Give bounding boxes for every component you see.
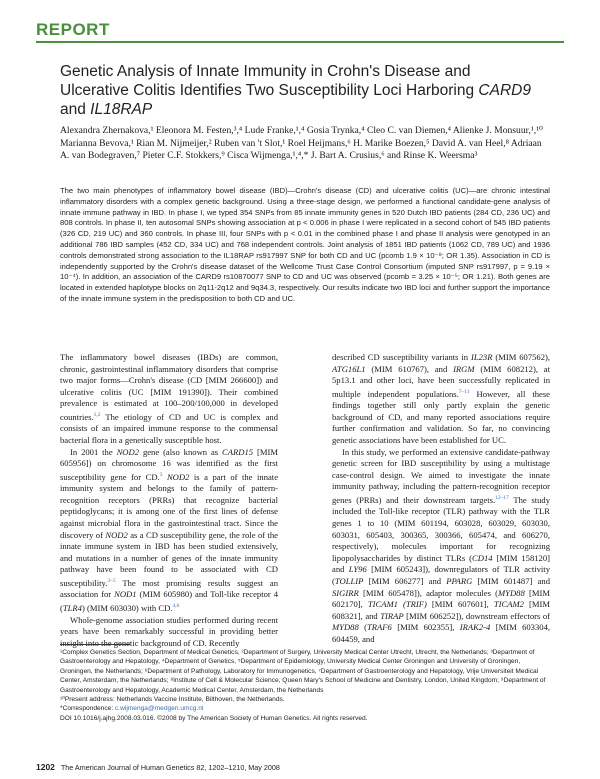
present-address: ¹⁰Present address: Netherlands Vaccine Institute, Bilthoven, the Netherlands. bbox=[60, 696, 285, 704]
article-title: Genetic Analysis of Innate Immunity in Crohn's Disease and Ulcerative Colitis Identifies Two Susceptibility Loci Harboring CARD9 and IL18RAP bbox=[60, 63, 531, 118]
body-column-left bbox=[60, 352, 278, 649]
page-number: 1202 bbox=[36, 762, 55, 772]
paragraph: The inflammatory bowel diseases (IBDs) are common, chronic, gastrointestinal inflammatory disorders that comprise two major forms—Crohn's disease (CD [MIM 266600]) and ulcerative colitis (UC [MIM 191390]). Their combined prevalence is estimated at 100–200/100,000 in developed countries.$^{1,2}$ The etiology of CD and UC is complex and consists of an impaired immune response to the commensal bacterial flora in a genetically susceptible host. bbox=[60, 352, 278, 446]
footnotes bbox=[60, 648, 550, 723]
body-column-right bbox=[332, 352, 550, 646]
section-label: REPORT bbox=[36, 20, 110, 39]
affiliations: ¹Complex Genetics Section, Department of Medical Genetics, ²Department of Surgery, University Medical Center Utrecht, Utrecht, the Netherlands; ³Department of Gastroenterology and Hepatology, ⁴Department of Genetics, ⁵Department of Epidemiology, University Medical Center Groningen and University of Groningen, Groningen, the Netherlands; ⁶Department of Pathology, Laboratory for Immunogenetics, ⁷Department of Gastroenterology and Hepatology, Vrije Universiteit Medical Center, Amsterdam, the Netherlands; ⁸Institute of Cell & Molecular Science, Queen Mary's School of Medicine and Dentistry, London, United Kingdom; ⁹Department of Gastroenterology and Hepatology, Academic Medical Center, Amsterdam, the Netherlands bbox=[60, 649, 546, 694]
footnote-divider bbox=[60, 644, 130, 645]
doi-line: DOI 10.1016/j.ajhg.2008.03.016. ©2008 by The American Society of Human Genetics. All rights reserved. bbox=[60, 714, 368, 722]
paragraph: In this study, we performed an extensive candidate-pathway genetic screen for IBD susceptibility by using a multistage case-control design. We aimed to investigate the innate immunity pathway, including the pattern-recognition receptor genes (PRRs) and their downstream targets.$^{12-17}$ The study included the Toll-like receptor (TLR) pathway with the TLR genes 1 to 10 (MIM 601194, 603028, 603029, 603030, 603031, 605403, 300365, 300366, 605474, and 606270, respectively), molecules important for recognizing lipopolysaccharides by distinct TLRs (CD14 [MIM 158120] and LY96 [MIM 605243]), downregulators of TLR activity (TOLLIP [MIM 606277] and PPARG [MIM 601487] and SIGIRR [MIM 605478]), adaptor molecules (MYD88 [MIM 602170], TICAM1 (TRIF) [MIM 607601], TICAM2 [MIM 608321], and TIRAP [MIM 606252]), downstream effectors of MYD88 (TRAF6 [MIM 602355], IRAK2-4 [MIM 603304, 604459, and bbox=[332, 446, 551, 644]
author-list: Alexandra Zhernakova,¹ Eleonora M. Festen,³,⁴ Lude Franke,¹,⁴ Gosia Trynka,⁴ Cleo C. van Diemen,⁴ Alienke J. Monsuur,¹,¹⁰ Marianna Bevova,¹ Rian M. Nijmeijer,² Ruben van 't Slot,¹ Roel Heijmans,⁶ H. Marike Boezen,⁵ David A. van Heel,⁸ Adriaan A. van Bodegraven,⁷ Pieter C.F. Stokkers,⁹ Cisca Wijmenga,¹,⁴,* J. Bart A. Crusius,⁶ and Rinse K. Weersma³ bbox=[60, 125, 543, 162]
correspondence: *Correspondence: c.wijmenga@medgen.umcg.nl bbox=[60, 705, 204, 713]
paragraph: described CD susceptibility variants in IL23R (MIM 607562), ATG16L1 (MIM 610767), and IRGM (MIM 608212), at 5p13.1 and other loci, have been successfully replicated in multiple independent populations.$^{7-11}$ However, all these findings together still only partly explain the genetic background of CD, and many reported associations require further confirmation and validation. So far, no convincing genetic associations have been established for UC. bbox=[332, 352, 550, 446]
correspondence-email-link[interactable]: c.wijmenga@medgen.umcg.nl bbox=[114, 705, 204, 713]
paragraph: Whole-genome association studies performed during recent years have been remarkably successful in providing better insight into the genetic background of CD. Recently bbox=[60, 614, 278, 648]
abstract: The two main phenotypes of inflammatory bowel disease (IBD)—Crohn's disease (CD) and ulcerative colitis (UC)—are chronic intestinal inflammatory disorders with a complex genetic background. Using a three-stage design, we performed a functional candidate-gene analysis of innate immune pathway in IBD. In phase I, we typed 354 SNPs from 85 innate immunity genes in 520 Dutch IBD patients (284 CD, 236 UC) and 808 controls. In phase II, ten autosomal SNPs showing association at p < 0.006 in phase I were replicated in a second cohort of 545 IBD patients (326 CD, 219 UC) and 360 controls. In phase III, four SNPs with p < 0.01 in the combined phase I and phase II analysis were genotyped in an additional 786 IBD samples (452 CD, 334 UC) and 768 independent controls. Joint analysis of 1851 IBD patients (1062 CD, 789 UC) and 1936 controls demonstrated strong association to the IL18RAP rs917997 SNP for both CD and UC (pcomb 1.9 × 10⁻⁸; OR 1.35). Association in CD is independently supported by the Crohn's disease dataset of the Wellcome Trust Case Control Consortium (imputed SNP rs917997, p = 9.19 × 10⁻⁴). In addition, an association of the CARD9 rs10870077 SNP to CD and UC was observed (pcomb = 3.25 × 10⁻⁵; OR 1.21). Both genes are located in extended haplotype blocks on 2q11-2q12 and 9q34.3, respectively. Our results indicate two IBD loci and further support the importance of the innate immune system in the predisposition to both CD and UC. bbox=[60, 186, 550, 303]
section-divider bbox=[36, 41, 564, 43]
paragraph: In 2001 the NOD2 gene (also known as CARD15 [MIM 605956]) on chromosome 16 was identified as the first susceptibility gene for CD.$^3$ NOD2 is a part of the innate immunity system and belongs to the family of pattern-recognition receptors (PRRs) that recognize bacterial peptidoglycans; it is among one of the first lines of defense against microbial flora in the gastrointestinal tract. Since the discovery of NOD2 as a CD susceptibility gene, the role of the innate immune system in IBD has been studied extensively, and mutations in a number of genes of the innate immunity pathway have been found to be associated with CD susceptibility.$^{3-5}$ The most promising results suggest an association for NOD1 (MIM 605980) and Toll-like receptor 4 (TLR4) (MIM 603030) with CD.$^{4,6}$ bbox=[60, 446, 279, 613]
journal-citation: The American Journal of Human Genetics 82, 1202–1210, May 2008 bbox=[60, 763, 280, 772]
page-footer bbox=[36, 762, 280, 772]
